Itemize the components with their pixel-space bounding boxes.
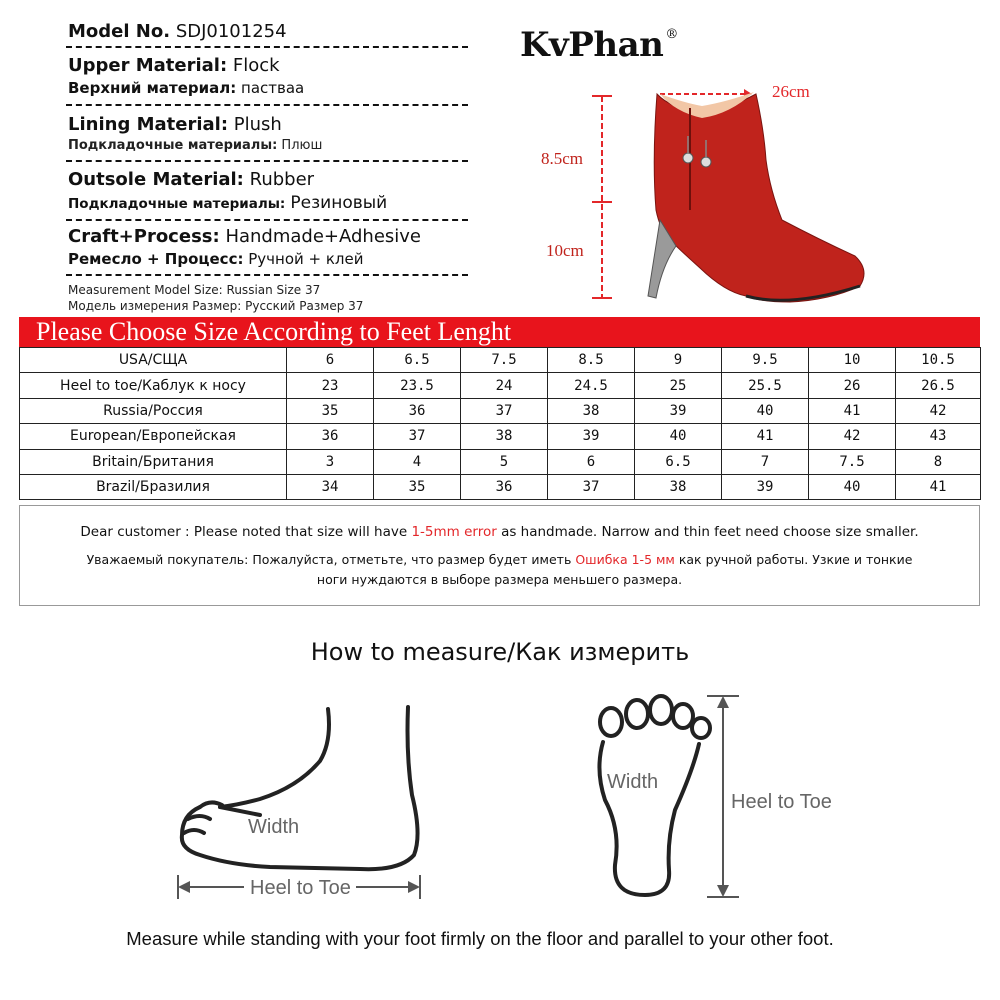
spec-outsole-ru-label: Подкладочные материалы:	[68, 196, 286, 212]
table-cell: 9	[635, 348, 722, 373]
table-row	[20, 424, 981, 449]
spec-model-label: Model No.	[68, 21, 171, 42]
spec-lining-ru-value: Плюш	[281, 138, 323, 153]
table-cell: 36	[461, 474, 548, 499]
table-cell: 23	[287, 373, 374, 398]
notice-ru-text-2: как ручной работы. Узкие и тонкие	[674, 552, 913, 567]
notice-en-text-2: as handmade. Narrow and thin feet need choose size smaller.	[496, 524, 919, 540]
notice-en-text: Dear customer : Please noted that size will have	[80, 524, 412, 540]
table-cell: 6	[548, 449, 635, 474]
spec-lining-ru-label: Подкладочные материалы:	[68, 138, 278, 153]
row-header: European/Европейская	[20, 424, 287, 449]
table-cell: 42	[896, 398, 981, 423]
table-row	[20, 373, 981, 398]
spec-outsole-ru	[68, 195, 387, 212]
side-width-label: Width	[248, 816, 300, 838]
opening-dimension-label: 26cm	[772, 82, 810, 101]
table-cell: 5	[461, 449, 548, 474]
table-cell: 40	[635, 424, 722, 449]
divider	[66, 104, 468, 106]
spec-lining-ru	[68, 139, 322, 152]
divider	[66, 160, 468, 162]
table-cell: 25.5	[722, 373, 809, 398]
table-cell: 10.5	[896, 348, 981, 373]
table-cell: 23.5	[374, 373, 461, 398]
table-cell: 37	[548, 474, 635, 499]
notice-ru-text: Уважаемый покупатель: Пожалуйста, отметьте, что размер будет иметь	[86, 552, 576, 567]
table-row	[20, 474, 981, 499]
table-cell: 6.5	[374, 348, 461, 373]
spec-craft-en-value: Handmade+Adhesive	[225, 226, 421, 247]
side-foot-diagram	[160, 695, 440, 910]
table-cell: 26	[809, 373, 896, 398]
row-header: Brazil/Бразилия	[20, 474, 287, 499]
spec-model-value: SDJ0101254	[175, 21, 287, 42]
shaft-dimension-label: 8.5cm	[541, 149, 584, 168]
table-row	[20, 348, 981, 373]
brand-name: KvPhan	[520, 25, 664, 65]
spec-craft-en-label: Craft+Process:	[68, 226, 220, 247]
table-cell: 38	[635, 474, 722, 499]
divider	[66, 46, 468, 48]
row-header: Russia/Россия	[20, 398, 287, 423]
heel-dimension-label: 10cm	[546, 241, 584, 260]
spec-outsole-en-label: Outsole Material:	[68, 169, 244, 190]
howto-title: How to measure/Как измерить	[310, 638, 690, 666]
table-cell: 4	[374, 449, 461, 474]
spec-upper-en	[68, 57, 280, 75]
spec-craft-en	[68, 228, 421, 246]
notice-ru	[20, 552, 979, 567]
brand-mark: ®	[665, 27, 678, 42]
spec-outsole-ru-value: Резиновый	[290, 193, 388, 213]
boot-image	[520, 70, 880, 315]
sole-foot-diagram	[585, 690, 875, 905]
table-cell: 34	[287, 474, 374, 499]
brand-logo	[520, 25, 678, 65]
table-cell: 35	[287, 398, 374, 423]
notice-en-error: 1-5mm error	[411, 524, 497, 540]
spec-outsole-en	[68, 171, 314, 189]
table-cell: 10	[809, 348, 896, 373]
table-cell: 42	[809, 424, 896, 449]
spec-upper-en-label: Upper Material:	[68, 55, 228, 76]
spec-upper-en-value: Flock	[232, 55, 280, 76]
notice-ru-line2: ноги нуждаются в выборе размера меньшего размера.	[316, 572, 683, 587]
table-cell: 7.5	[461, 348, 548, 373]
size-chart-table	[19, 347, 981, 500]
spec-upper-ru-label: Верхний материал:	[68, 79, 237, 97]
spec-upper-ru	[68, 81, 304, 96]
spec-outsole-en-value: Rubber	[249, 169, 315, 190]
table-cell: 8.5	[548, 348, 635, 373]
measure-caption: Measure while standing with your foot firmly on the floor and parallel to your other foot.	[126, 928, 834, 949]
table-cell: 38	[548, 398, 635, 423]
table-cell: 36	[287, 424, 374, 449]
table-cell: 37	[461, 398, 548, 423]
spec-upper-ru-value: пастваа	[241, 79, 305, 97]
spec-measure-ru: Модель измерения Размер: Русский Размер 37	[68, 299, 364, 313]
table-row	[20, 449, 981, 474]
table-cell: 24	[461, 373, 548, 398]
table-cell: 43	[896, 424, 981, 449]
table-cell: 36	[374, 398, 461, 423]
notice-en	[20, 524, 979, 540]
divider	[66, 274, 468, 276]
table-cell: 39	[548, 424, 635, 449]
side-length-label: Heel to Toe	[250, 877, 351, 899]
table-cell: 6	[287, 348, 374, 373]
table-cell: 39	[722, 474, 809, 499]
row-header: Heel to toe/Каблук к носу	[20, 373, 287, 398]
spec-lining-en	[68, 116, 282, 134]
table-cell: 37	[374, 424, 461, 449]
table-cell: 6.5	[635, 449, 722, 474]
table-cell: 40	[722, 398, 809, 423]
notice-ru-error: Ошибка 1-5 мм	[575, 552, 675, 567]
table-cell: 40	[809, 474, 896, 499]
table-cell: 24.5	[548, 373, 635, 398]
spec-craft-ru	[68, 252, 364, 267]
boot-body	[654, 94, 864, 302]
table-row	[20, 398, 981, 423]
table-cell: 25	[635, 373, 722, 398]
row-header: USA/СЩА	[20, 348, 287, 373]
table-cell: 7	[722, 449, 809, 474]
sole-length-label: Heel to Toe	[731, 791, 832, 813]
spec-craft-ru-value: Ручной + клей	[248, 250, 364, 268]
size-chart-title: Please Choose Size According to Feet Lenght	[19, 317, 980, 347]
table-cell: 3	[287, 449, 374, 474]
spec-craft-ru-label: Ремесло + Процесс:	[68, 250, 244, 268]
divider	[66, 219, 468, 221]
size-notice	[19, 505, 980, 606]
spec-lining-en-value: Plush	[233, 114, 282, 135]
table-cell: 7.5	[809, 449, 896, 474]
table-cell: 41	[722, 424, 809, 449]
spec-model	[68, 23, 287, 41]
table-cell: 8	[896, 449, 981, 474]
table-cell: 41	[896, 474, 981, 499]
table-cell: 39	[635, 398, 722, 423]
table-cell: 41	[809, 398, 896, 423]
table-cell: 35	[374, 474, 461, 499]
table-cell: 38	[461, 424, 548, 449]
table-cell: 26.5	[896, 373, 981, 398]
row-header: Britain/Британия	[20, 449, 287, 474]
spec-lining-en-label: Lining Material:	[68, 114, 229, 135]
spec-measure-en: Measurement Model Size: Russian Size 37	[68, 283, 321, 297]
table-cell: 9.5	[722, 348, 809, 373]
sole-width-label: Width	[607, 771, 659, 793]
